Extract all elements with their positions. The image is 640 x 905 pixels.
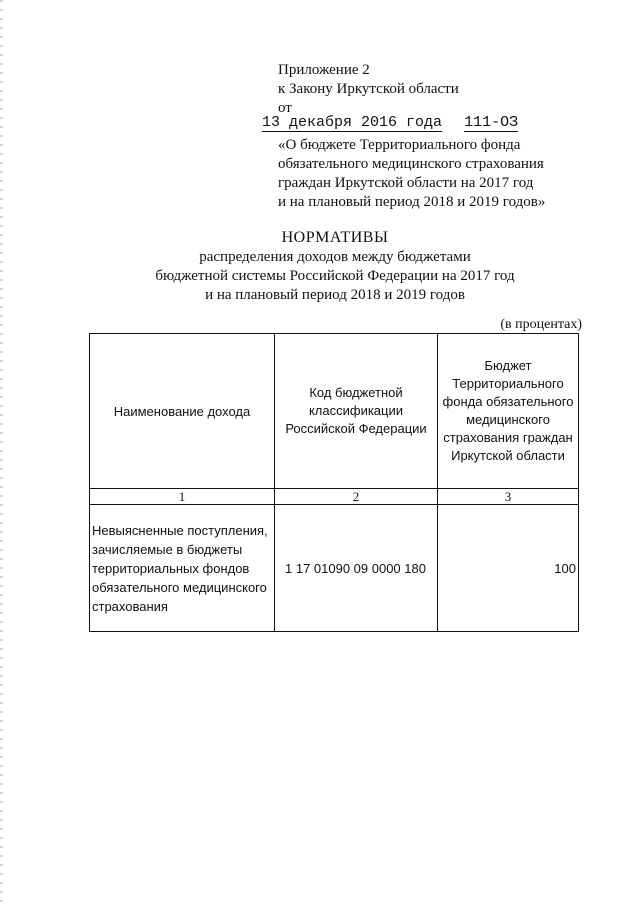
column-number: 1: [90, 489, 275, 505]
cell-budget-code: 1 17 01090 09 0000 180: [275, 505, 438, 632]
law-title-line: обязательного медицинского страхования: [278, 156, 544, 172]
header-income-name: Наименование дохода: [90, 334, 275, 489]
stamp-date: 13 декабря 2016 года: [262, 114, 443, 131]
units-note: (в процентах): [500, 317, 582, 332]
stamp-number: 111-ОЗ: [464, 114, 519, 131]
column-number: 2: [275, 489, 438, 505]
law-title-line: «О бюджете Территориального фонда: [278, 137, 521, 153]
appendix-date-prefix: от: [278, 100, 292, 116]
heading-line: распределения доходов между бюджетами: [199, 249, 471, 265]
document-heading: [140, 228, 530, 305]
cell-income-name: Невыясненные поступления, зачисляемые в бюджеты территориальных фондов обязательного медицинского страхования: [90, 505, 275, 632]
header-budget-code-text: Код бюджетной классификации Российской Федерации: [285, 385, 427, 436]
column-numbers-row: [90, 489, 579, 505]
heading-line: бюджетной системы Российской Федерации на 2017 год: [155, 268, 515, 284]
page-edge-marks: [0, 0, 3, 905]
heading-title: НОРМАТИВЫ: [281, 229, 389, 246]
column-number: 3: [438, 489, 579, 505]
appendix-law-ref: к Закону Иркутской области: [278, 81, 459, 97]
header-fund-budget: [438, 334, 579, 489]
header-fund-budget-text: Бюджет Территориального фонда обязательного медицинского страхования граждан Иркутской области: [442, 358, 574, 463]
header-budget-code: [275, 334, 438, 489]
law-date-stamp: [262, 114, 518, 132]
table-row: [90, 505, 579, 632]
law-title-line: и на плановый период 2018 и 2019 годов»: [278, 194, 546, 210]
heading-line: и на плановый период 2018 и 2019 годов: [205, 287, 465, 303]
norms-table: [89, 333, 579, 632]
appendix-block: [278, 61, 459, 118]
appendix-title: Приложение 2: [278, 62, 370, 78]
cell-norm-value: 100: [438, 505, 579, 632]
law-title-line: граждан Иркутской области на 2017 год: [278, 175, 534, 191]
table-header-row: [90, 334, 579, 489]
law-title-block: [278, 136, 545, 212]
